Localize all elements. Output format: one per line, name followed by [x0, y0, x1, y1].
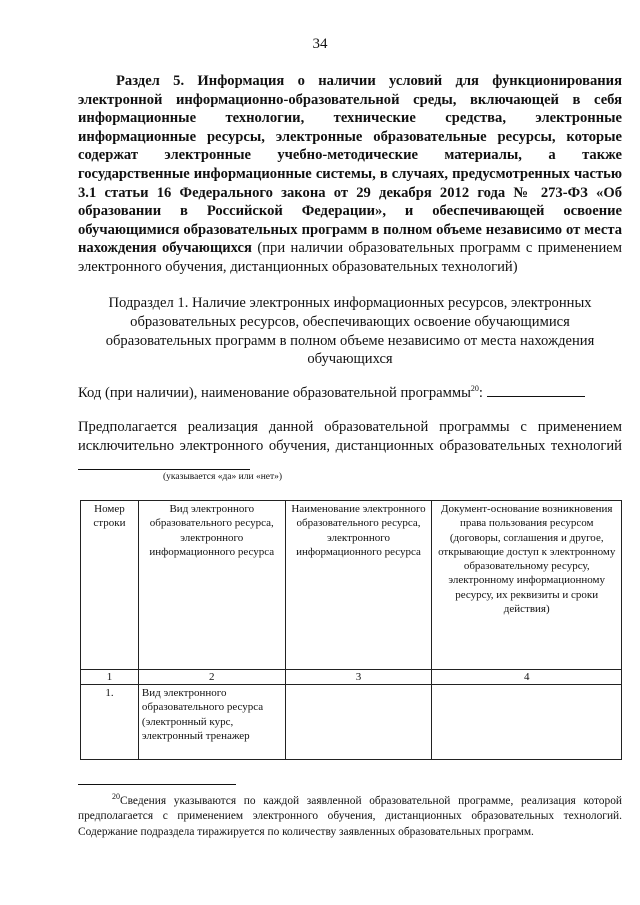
table-row	[81, 685, 622, 760]
program-code-line	[78, 382, 622, 402]
section-5-note: (при наличии образовательных программ с применением электронного обучения, дистанционных образовательных технологий)	[78, 240, 622, 275]
row-resource-name[interactable]	[285, 685, 432, 760]
section-5-bold-title: Раздел 5. Информация о наличии условий для функционирования электронной информационно-образовательной среды, включающей в себя информационные технологии, технические средства, электронные информационные ресурсы, электронные образовательные ресурсы, которые содержат электронные учебно-методические материалы, а также государственные информационные системы, в случаях, предусмотренных частью 3.1 статьи 16 Федерального закона от 29 декабря 2012 года № 273-ФЗ «Об образовании в Российской Федерации», и обеспечивающей освоение обучающимися образовательных программ в полном объеме независимо от места нахождения обучающихся	[78, 73, 622, 257]
program-code-suffix: :	[478, 385, 483, 401]
page-number: 34	[312, 36, 328, 52]
column-number: 2	[138, 670, 285, 685]
column-number: 3	[285, 670, 432, 685]
footnote-ref: 20	[112, 792, 120, 802]
realization-text: Предполагается реализация данной образовательной программы с применением исключительно электронного обучения, дистанционных образовательных технологий	[78, 419, 622, 454]
header-resource-type: Вид электронного образовательного ресурса, электронного информационного ресурса	[138, 501, 285, 670]
section-5-text	[78, 72, 622, 277]
row-resource-type: Вид электронного образовательного ресурса (электронный курс, электронный тренажер	[138, 685, 285, 760]
program-code-footnote-ref: 20	[470, 384, 479, 394]
subsection-1-title: Подраздел 1. Наличие электронных информационных ресурсов, электронных образовательных ресурсов, обеспечивающих освоение обучающимися образовательных программ в полном объеме независимо от места нахождения обучающихся	[105, 295, 595, 368]
realization-hint: (указывается «да» или «нет»)	[163, 472, 283, 482]
table-header-row	[81, 501, 622, 670]
resources-table	[80, 500, 622, 760]
program-code-blank[interactable]	[487, 382, 585, 397]
footnote	[78, 794, 622, 840]
footnote-separator	[78, 784, 236, 785]
footnote-text: Сведения указываются по каждой заявленной образовательной программе, реализация которой предполагается с применением электронного обучения, дистанционных образовательных технологий. Содержание подраздела тиражируется по количеству заявленных образовательных программ.	[78, 795, 622, 838]
row-number: 1.	[81, 685, 139, 760]
realization-line	[78, 418, 622, 476]
header-row-number: Номер строки	[81, 501, 139, 670]
row-basis-document[interactable]	[432, 685, 622, 760]
table-column-numbers-row	[81, 670, 622, 685]
column-number: 4	[432, 670, 622, 685]
header-basis-document: Документ-основание возникновения права пользования ресурсом (договоры, соглашения и другое, открывающие доступ к электронному образовательному ресурсу, электронному информационному ресурсу, их реквизиты и сроки действия)	[432, 501, 622, 670]
column-number: 1	[81, 670, 139, 685]
header-resource-name: Наименование электронного образовательного ресурса, электронного информационного ресурса	[285, 501, 432, 670]
realization-blank[interactable]	[78, 455, 250, 470]
program-code-label: Код (при наличии), наименование образовательной программы	[78, 385, 471, 401]
